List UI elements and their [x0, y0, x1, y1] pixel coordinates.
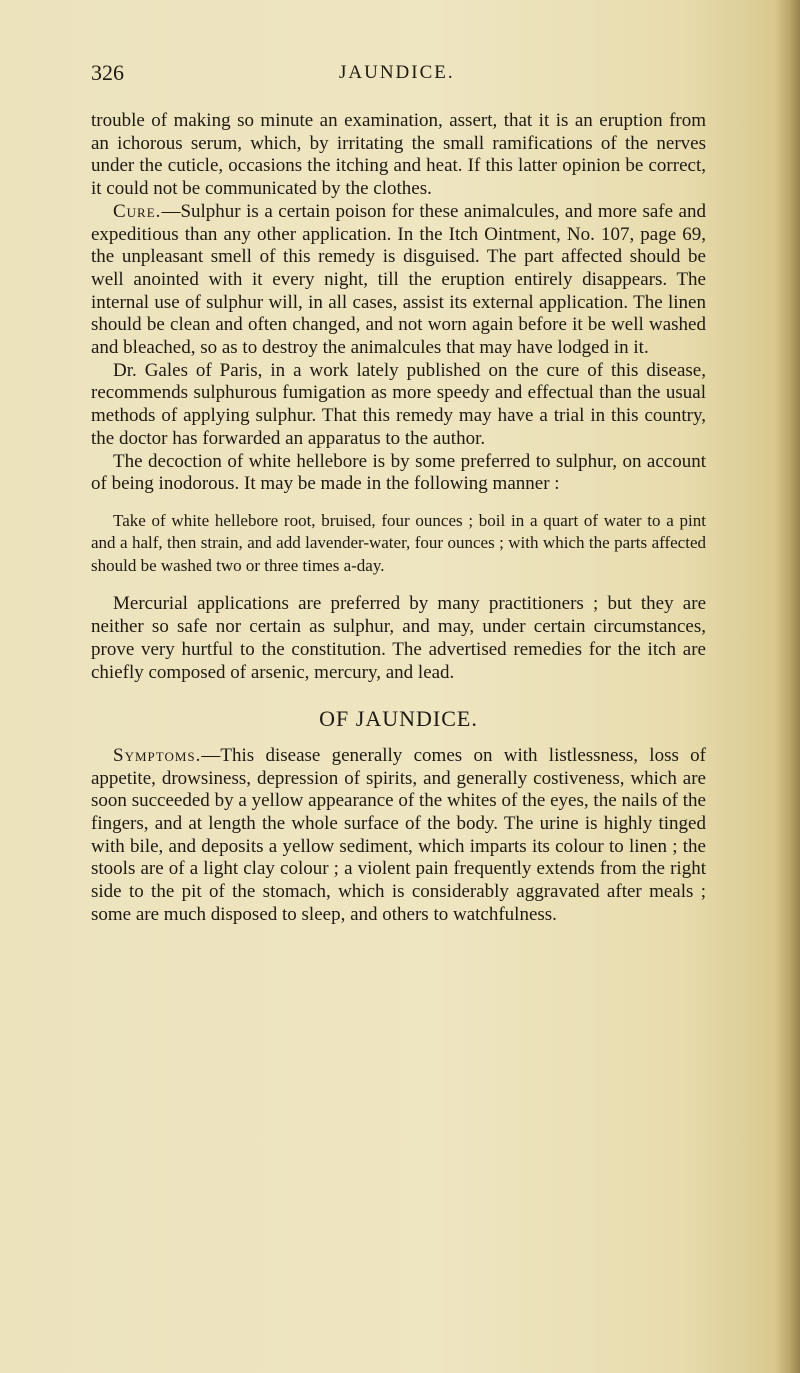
recipe-text: Take of white hellebore root, bruised, four ounces ; boil in a quart of water to a pint and a half, then strain, and add lavender-water, four ounces ; with which the parts affected should be washed two or three times a-day. [91, 510, 706, 575]
section-heading-jaundice: OF JAUNDICE. [319, 706, 478, 732]
page-edge-shadow [774, 0, 800, 1373]
cure-text: —Sulphur is a certain poison for these animalcules, and more safe and expeditious than any other application. In the Itch Ointment, No. 107, page 69, the unpleasant smell of this remedy is disguised. The part affected should be well anointed with it every night, till the eruption entirely disappears. The internal use of sulphur will, in all cases, assist its external application. The linen should be clean and often changed, and not worn again before it be well washed and bleached, so as to destroy the animalcules that may have lodged in it. [91, 200, 706, 359]
cure-lead: Cure. [113, 200, 162, 222]
paragraph-cure [91, 201, 706, 360]
paragraph-mercurial: Mercurial applications are preferred by many practitioners ; but they are neither so safe nor certain as sulphur, and may, under certain circumstances, prove very hurtful to the constitution. The advertised remedies for the itch are chiefly composed of arsenic, mercury, and lead. [91, 593, 706, 683]
symptoms-text: —This disease generally comes on with listlessness, loss of appetite, drowsiness, depression of spirits, and generally costiveness, which are soon succeeded by a yellow appearance of the whites of the eyes, the nails of the fingers, and at length the whole surface of the body. The urine is highly tinged with bile, and deposits a yellow sediment, which imparts its colour to linen ; the stools are of a light clay colour ; a violent pain frequently extends from the right side to the pit of the stomach, which is considerably aggravated after meals ; some are much disposed to sleep, and others to watchfulness. [91, 744, 706, 925]
page-header [91, 60, 703, 92]
paragraph-symptoms [91, 745, 706, 927]
running-head: JAUNDICE. [339, 62, 455, 83]
paragraph-continuation: trouble of making so minute an examination, assert, that it is an eruption from an ichorous serum, which, by irritating the small ramifications of the nerves under the cuticle, occasions the itching and heat. If this latter opinion be correct, it could not be communicated by the clothes. [91, 110, 706, 200]
paragraph-dr-gales: Dr. Gales of Paris, in a work lately published on the cure of this disease, recommends sulphurous fumigation as more speedy and effectual than the usual methods of applying sulphur. That this remedy may have a trial in this country, the doctor has forwarded an apparatus to the author. [91, 359, 706, 449]
body-text [91, 110, 706, 927]
symptoms-lead: Symptoms. [113, 744, 202, 766]
paragraph-hellebore: The decoction of white hellebore is by some preferred to sulphur, on account of being inodorous. It may be made in the following manner : [91, 450, 706, 495]
page-number: 326 [91, 60, 124, 85]
